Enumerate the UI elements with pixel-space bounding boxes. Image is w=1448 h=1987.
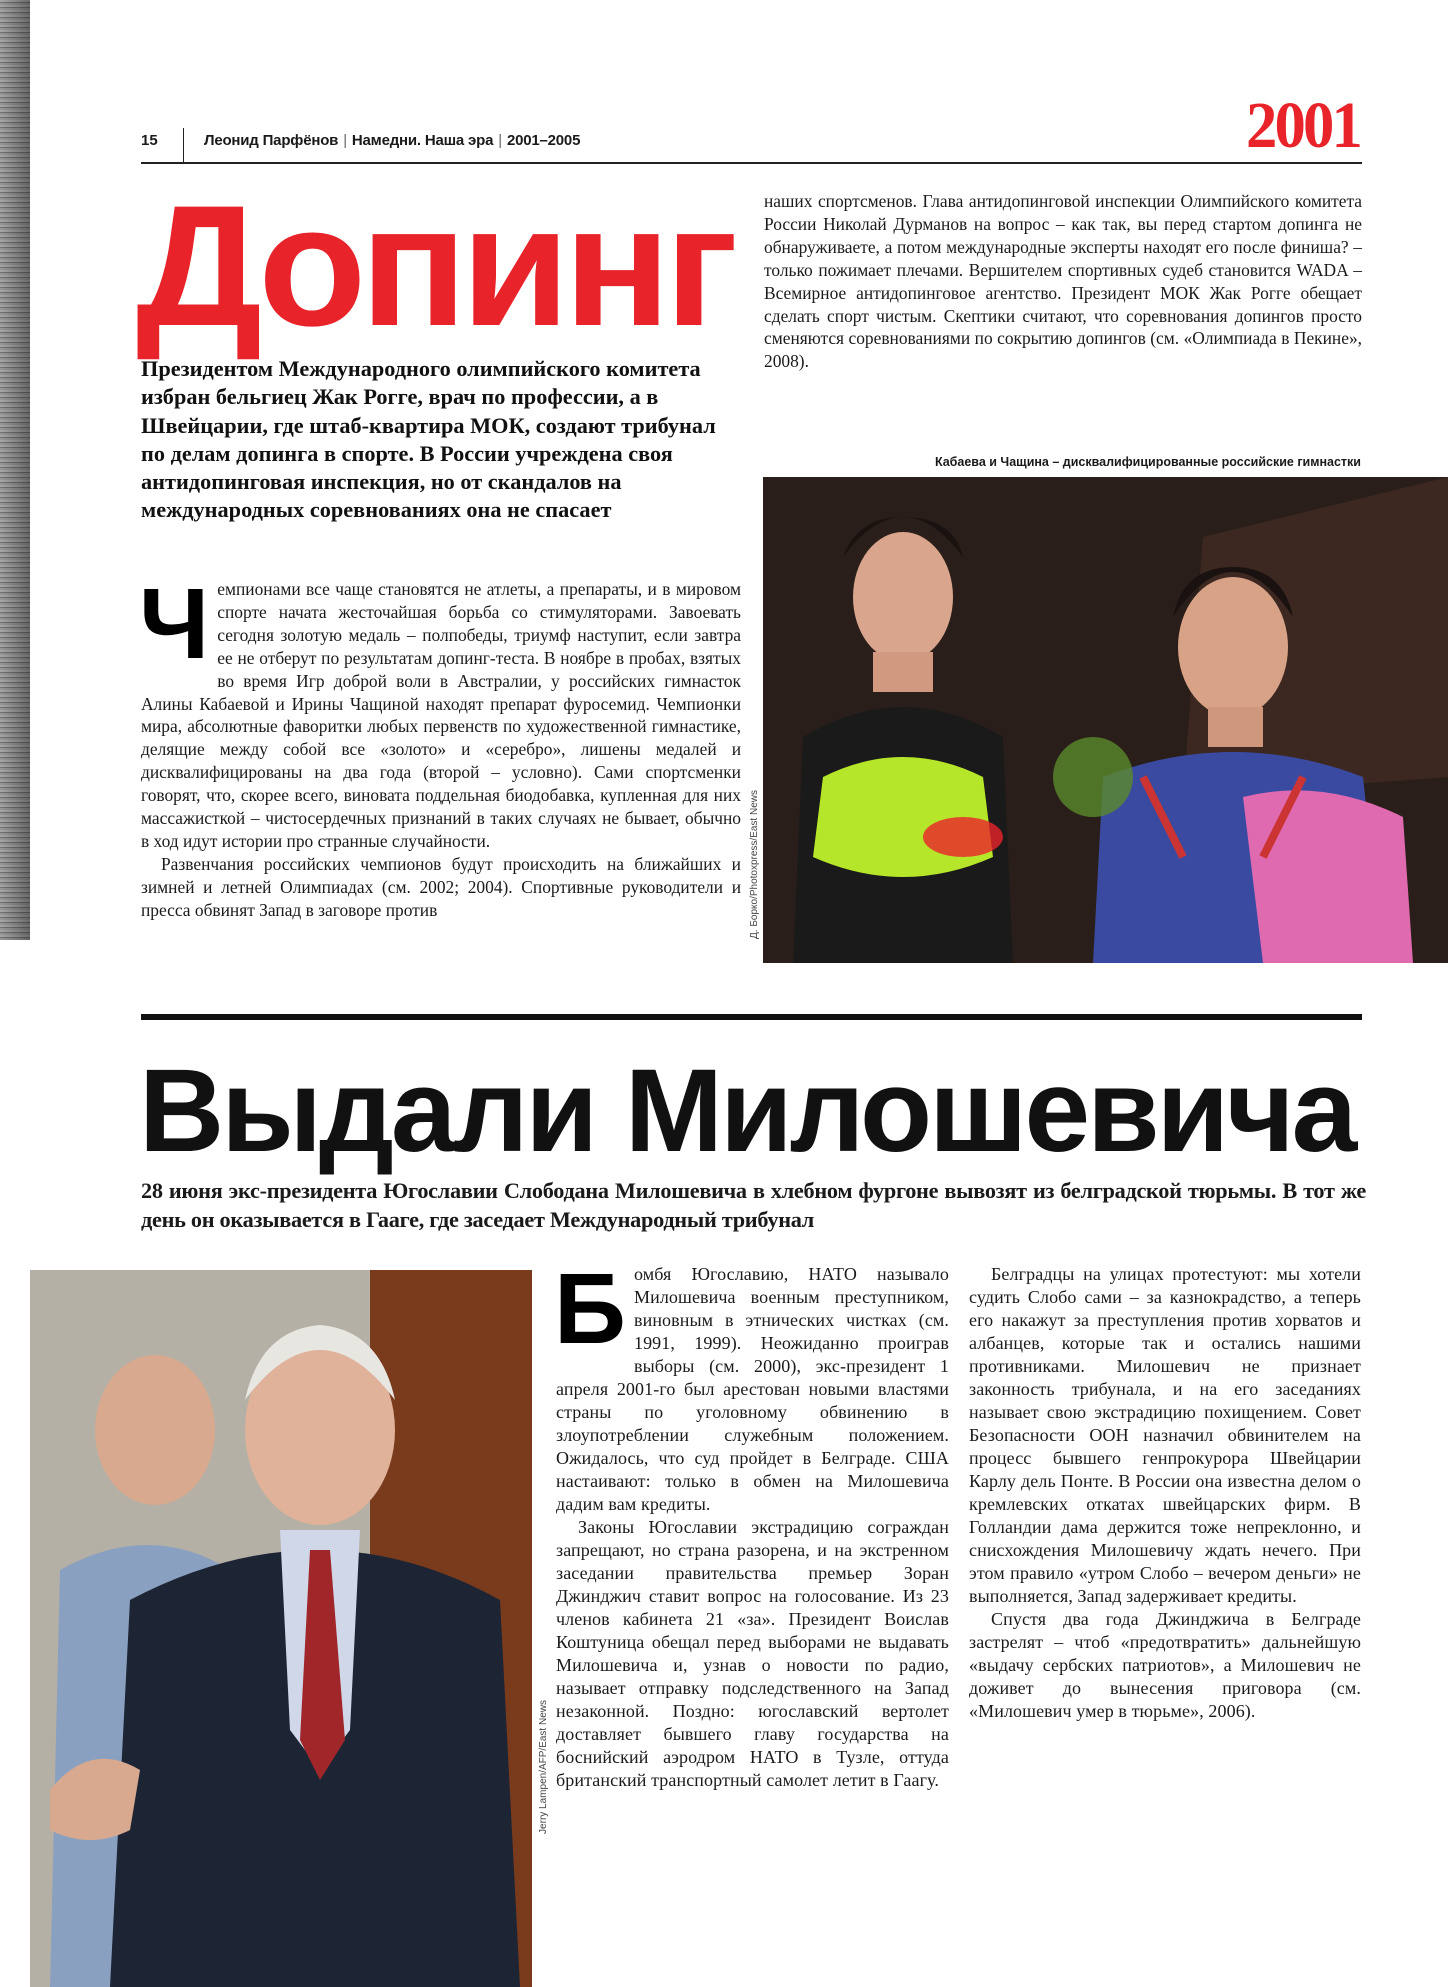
article-body-milosevic-col1: [554, 1253, 949, 1792]
paragraph-text: омбя Югославию, НАТО называло Милошевича военным преступником, виновным в этнических чистках (см. 1991, 1999). Неожиданно проиграв выборы (см. 2000), экс-президент 1 апреля 2001-го был арестован новыми властями страны по уголовному обвинению в злоупотреблении служебным положением. Ожидалось, что суд пройдет в Белграде. США настаивают: только в обмен на Милошевича дадим вам кредиты.: [556, 1264, 949, 1514]
header-years: 2001–2005: [506, 132, 581, 149]
article-lead-milosevic: 28 июня экс-президента Югославии Слободана Милошевича в хлебном фургоне вывозят из белградской тюрьмы. В тот же день он оказывается в Гааге, где заседает Международный трибунал: [141, 1178, 1366, 1232]
milosevic-photo: [30, 1270, 532, 1987]
section-divider: [141, 1014, 1362, 1020]
paragraph: [139, 568, 741, 853]
paragraph-text: емпионами все чаще становятся не атлеты, а препараты, и в мировом спорте начата жесточайшая борьба со стимуляторами. Завоевать сегодня золотую медаль – полпобеды, триумф наступит, если завтра ее не отберут по результатам допинг-теста. В ноябре в пробах, взятых во время Игр доброй воли в Австралии, у российских гимнасток Алины Кабаевой и Ирины Чащиной находят препарат фуросемид. Чемпионки мира, абсолютные фаворитки любых первенств по художественной гимнастике, делящие между собой все «золото» и «серебро», лишены медалей и дисквалифицированы на два года (второй – условно). Сами спортсменки говорят, что, скорее всего, виновата поддельная биодобавка, купленная для них массажисткой – чистосердечных признаний в таких случаях не бывает, обычно в ход идут истории про странные случайности.: [141, 579, 741, 851]
drop-cap: Ч: [139, 568, 210, 680]
article-lead-doping: Президентом Международного олимпийского комитета избран бельгиец Жак Рогге, врач по профессии, а в Швейцарии, где штаб-квартира МОК, создают трибунал по делам допинга в спорте. В России учреждена своя антидопинговая инспекция, но от скандалов на международных соревнованиях она не спасает: [141, 356, 716, 523]
photo-credit: Jerry Lampen/AFP/East News: [538, 1700, 549, 1834]
gymnasts-illustration: [763, 477, 1448, 963]
milosevic-illustration: [30, 1270, 532, 1987]
running-header: [204, 132, 580, 149]
photo-caption: Кабаева и Чащина – дисквалифицированные российские гимнастки: [934, 455, 1361, 469]
paragraph: наших спортсменов. Глава антидопинговой инспекции Олимпийского комитета России Николай Дурманов на вопрос – как так, вы перед стартом допинга не обнаруживаете, а потом международные эксперты находят его после финиша? – только пожимает плечами. Вершителем спортивных судеб становится WADA – Всемирное антидопинговое агентство. Президент МОК Жак Рогге обещает сделать спорт чистым. Скептики считают, что соревнования допингов просто сменяются соревнованиями по сокрытию допингов (см. «Олимпиада в Пекине», 2008).: [764, 191, 1362, 372]
paragraph: Развенчания российских чемпионов будут происходить на ближайших и зимней и летней Олимпиадах (см. 2002; 2004). Спортивные руководители и пресса обвинят Запад в заговоре против: [141, 853, 741, 920]
separator: |: [343, 132, 347, 149]
article-title-doping: Допинг: [136, 170, 733, 362]
paragraph: [554, 1253, 949, 1516]
article-title-milosevic: Выдали Милошевича: [139, 1045, 1355, 1177]
paragraph: Законы Югославии экстрадицию сограждан запрещают, но страна разорена, и на экстренном заседании правительства премьер Зоран Джинджич ставит вопрос на голосование. Из 23 членов кабинета 21 «за». Президент Воислав Коштуница обещал перед выборами не выдавать Милошевича и, узнав о новости по радио, называет отправку подследственного на Запад незаконной. Поздно: югославский вертолет доставляет бывшего главу государства на боснийский аэродром НАТО в Тузле, оттуда британский транспортный самолет летит в Гаагу.: [556, 1517, 949, 1790]
header-book: Намедни. Наша эра: [351, 132, 494, 149]
year-badge: 2001: [1246, 89, 1360, 162]
photo-credit: Д. Борко/Photoxpress/East News: [749, 790, 760, 939]
separator: |: [498, 132, 502, 149]
header-rule: [141, 162, 1362, 164]
paragraph: Спустя два года Джинджича в Белграде застрелят – чтоб «предотвратить» дальнейшую «выдачу сербских патриотов», а Милошевич не доживет до вынесения приговора (см. «Милошевич умер в тюрьме», 2006).: [969, 1609, 1361, 1721]
article-body-milosevic-col2: [969, 1263, 1361, 1723]
page-number: 15: [141, 132, 158, 149]
header-divider: [183, 128, 184, 164]
gymnasts-photo: [763, 477, 1448, 963]
article-body-doping-col1: [139, 568, 741, 922]
header-author: Леонид Парфёнов: [204, 132, 339, 149]
drop-cap: Б: [554, 1253, 626, 1365]
left-edge-texture: [0, 0, 30, 940]
article-body-doping-col2: [764, 190, 1362, 373]
paragraph: Белградцы на улицах протестуют: мы хотели судить Слобо сами – за казнокрадство, а теперь его накажут за преступления против хорватов и албанцев, которые так и остались нашими противниками. Милошевич не признает законность трибунала, и на его заседаниях называет свою экстрадицию похищением. Совет Безопасности ООН назначил обвинителем на процесс бывшего генпрокурора Швейцарии Карлу дель Понте. В России она известна делом о кремлевских откатах швейцарских фирм. В Голландии дама держится тоже непреклонно, и снисхождения Милошевичу ждать нечего. При этом правило «утром Слобо – вечером деньги» не выполняется, Запад задерживает кредиты.: [969, 1264, 1361, 1606]
